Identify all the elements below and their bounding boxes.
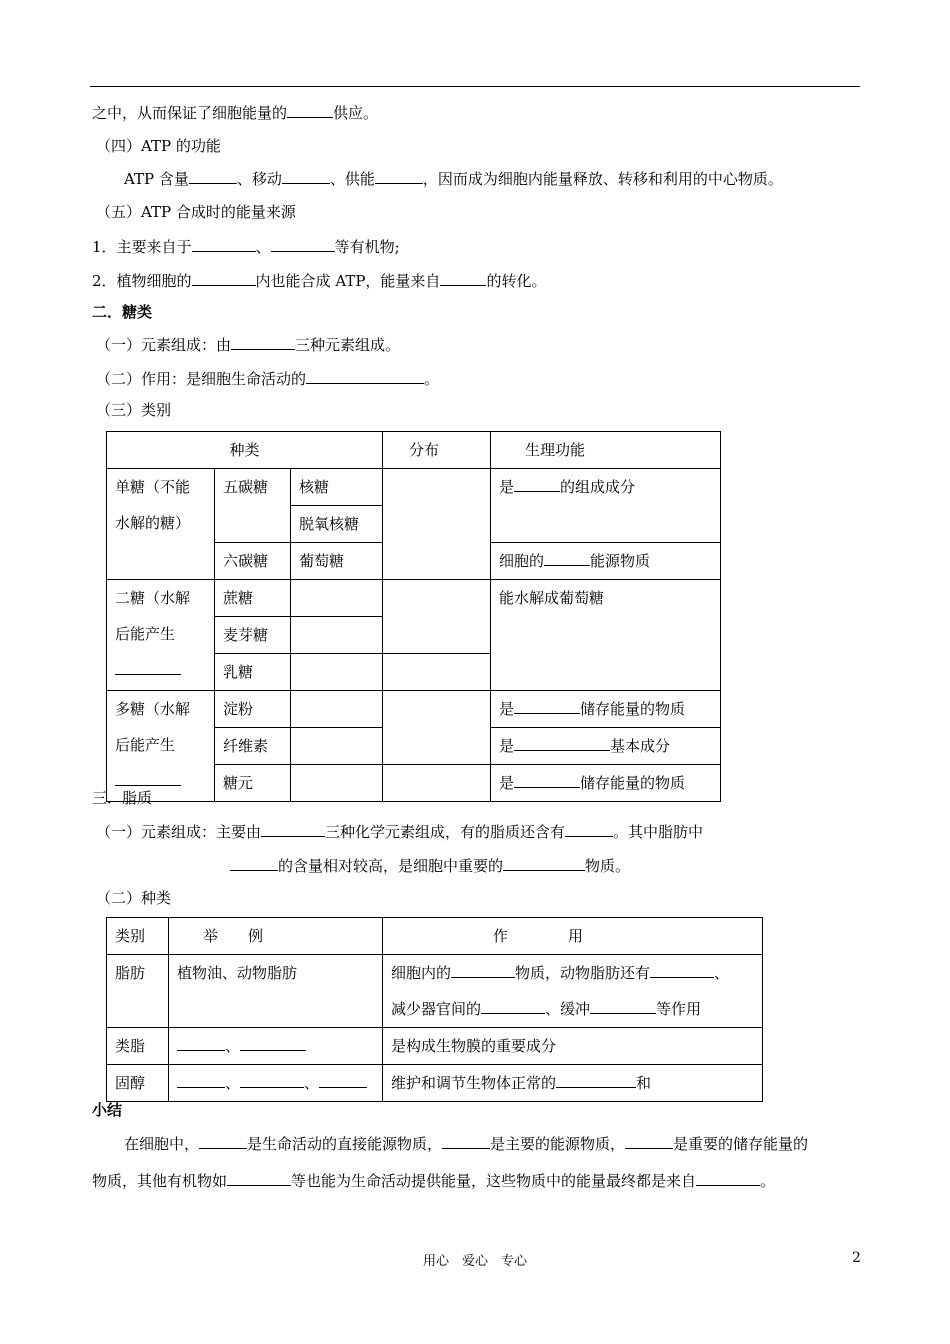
fat-use: 细胞内的 物质，动物脂肪还有 、 减少器官间的 、缓冲 等作用: [383, 955, 763, 1028]
pentose: 五碳糖: [215, 469, 291, 543]
header-category: 类别: [107, 918, 169, 955]
lipid-table: [106, 917, 763, 1102]
blank: [503, 855, 585, 871]
text-line: 1．主要来自于 、 等有机物;: [92, 238, 400, 256]
pentose-function: 是 的组成成分: [491, 469, 721, 543]
section-heading: 二．糖类: [92, 303, 153, 321]
blank: [440, 270, 486, 286]
empty-cell: [291, 617, 383, 654]
sugar-table: [106, 431, 721, 802]
category-mono: 单糖（不能 水解的糖）: [107, 469, 215, 580]
blank: [271, 236, 335, 252]
cellulose: 纤维素: [215, 728, 291, 765]
blank: [625, 1133, 673, 1149]
dist-cell: [383, 765, 491, 802]
text-line: （一）元素组成：主要由 三种化学元素组成，有的脂质还含有 。其中脂肪中: [96, 823, 704, 841]
dist-cell: [383, 654, 491, 691]
glycogen: 糖元: [215, 765, 291, 802]
empty-cell: [291, 728, 383, 765]
lipoid-use: 是构成生物膜的重要成分: [383, 1028, 763, 1065]
blank: [192, 270, 256, 286]
lactose: 乳糖: [215, 654, 291, 691]
blank: [319, 1072, 367, 1088]
blank: [177, 1072, 225, 1088]
blank: [556, 1072, 636, 1088]
header-distribution: 分布: [383, 432, 491, 469]
maltose: 麦芽糖: [215, 617, 291, 654]
category-poly: 多糖（水解 后能产生: [107, 691, 215, 802]
blank: [230, 855, 278, 871]
empty-cell: [291, 691, 383, 728]
header-use: 作 用: [383, 918, 763, 955]
subheading: （二）种类: [96, 889, 172, 907]
blank: [189, 168, 237, 184]
blank: [565, 821, 613, 837]
subheading: （三）类别: [96, 401, 172, 419]
text-line: （二）作用：是细胞生命活动的 。: [96, 370, 440, 388]
blank: [514, 698, 580, 714]
dist-cell: [383, 691, 491, 765]
sucrose: 蔗糖: [215, 580, 291, 617]
sterol-use: 维护和调节生物体正常的 和: [383, 1065, 763, 1102]
blank: [514, 476, 560, 492]
deoxyribose: 脱氧核糖: [291, 506, 383, 543]
fat: 脂肪: [107, 955, 169, 1028]
glycogen-function: 是 储存能量的物质: [491, 765, 721, 802]
page-number: 2: [852, 1250, 861, 1266]
blank: [192, 236, 256, 252]
sterol-example: 、 、: [169, 1065, 383, 1102]
text-line: 之中，从而保证了细胞能量的 供应。: [92, 104, 379, 122]
text-line: 的含量相对较高，是细胞中重要的 物质。: [230, 855, 630, 876]
subheading: （四）ATP 的功能: [96, 137, 221, 155]
header-rule: [90, 86, 860, 87]
footer-text: 用心 爱心 专心: [422, 1254, 527, 1269]
di-function: 能水解成葡萄糖: [491, 580, 721, 691]
fat-example: 植物油、动物脂肪: [169, 955, 383, 1028]
blank: [199, 1133, 247, 1149]
empty-cell: [291, 765, 383, 802]
lipoid: 类脂: [107, 1028, 169, 1065]
header-example: 举 例: [169, 918, 383, 955]
starch: 淀粉: [215, 691, 291, 728]
blank: [240, 1072, 304, 1088]
header-kind: 种类: [107, 432, 383, 469]
section-heading: 三．脂质: [92, 789, 153, 807]
blank: [650, 962, 714, 978]
blank: [514, 772, 580, 788]
glucose: 葡萄糖: [291, 543, 383, 580]
blank: [261, 821, 325, 837]
subheading: （五）ATP 合成时的能量来源: [96, 203, 296, 221]
blank: [514, 735, 610, 751]
blank: [227, 1170, 291, 1186]
category-di: 二糖（水解 后能产生: [107, 580, 215, 691]
hexose: 六碳糖: [215, 543, 291, 580]
text-line: 物质，其他有机物如 等也能为生命活动提供能量，这些物质中的能量最终都是来自 。: [92, 1172, 776, 1190]
cellulose-function: 是 基本成分: [491, 728, 721, 765]
text-line: （一）元素组成：由 三种元素组成。: [96, 336, 401, 354]
blank: [481, 998, 545, 1014]
blank: [282, 168, 330, 184]
blank: [231, 334, 295, 350]
blank: [115, 659, 181, 675]
blank: [240, 1035, 306, 1051]
header-function: 生理功能: [491, 432, 721, 469]
text-line: 在细胞中， 是生命活动的直接能源物质， 是主要的能源物质， 是重要的储存能量的: [124, 1135, 809, 1153]
lipoid-example: 、: [169, 1028, 383, 1065]
text-line: 2．植物细胞的 内也能合成 ATP，能量来自 的转化。: [92, 272, 547, 290]
blank: [115, 770, 181, 786]
dist-cell: [383, 469, 491, 580]
blank: [287, 102, 333, 118]
blank: [590, 998, 656, 1014]
glucose-function: 细胞的 能源物质: [491, 543, 721, 580]
blank: [696, 1170, 760, 1186]
blank: [177, 1035, 225, 1051]
empty-cell: [291, 580, 383, 617]
blank: [306, 368, 424, 384]
empty-cell: [291, 654, 383, 691]
blank: [442, 1133, 490, 1149]
dist-cell: [383, 580, 491, 654]
ribose: 核糖: [291, 469, 383, 506]
blank: [544, 550, 590, 566]
summary-heading: 小结: [92, 1101, 123, 1119]
sterol: 固醇: [107, 1065, 169, 1102]
starch-function: 是 储存能量的物质: [491, 691, 721, 728]
blank: [451, 962, 515, 978]
blank: [375, 168, 423, 184]
text-line: ATP 含量 、移动 、供能 ，因而成为细胞内能量释放、转移和利用的中心物质。: [124, 170, 783, 188]
